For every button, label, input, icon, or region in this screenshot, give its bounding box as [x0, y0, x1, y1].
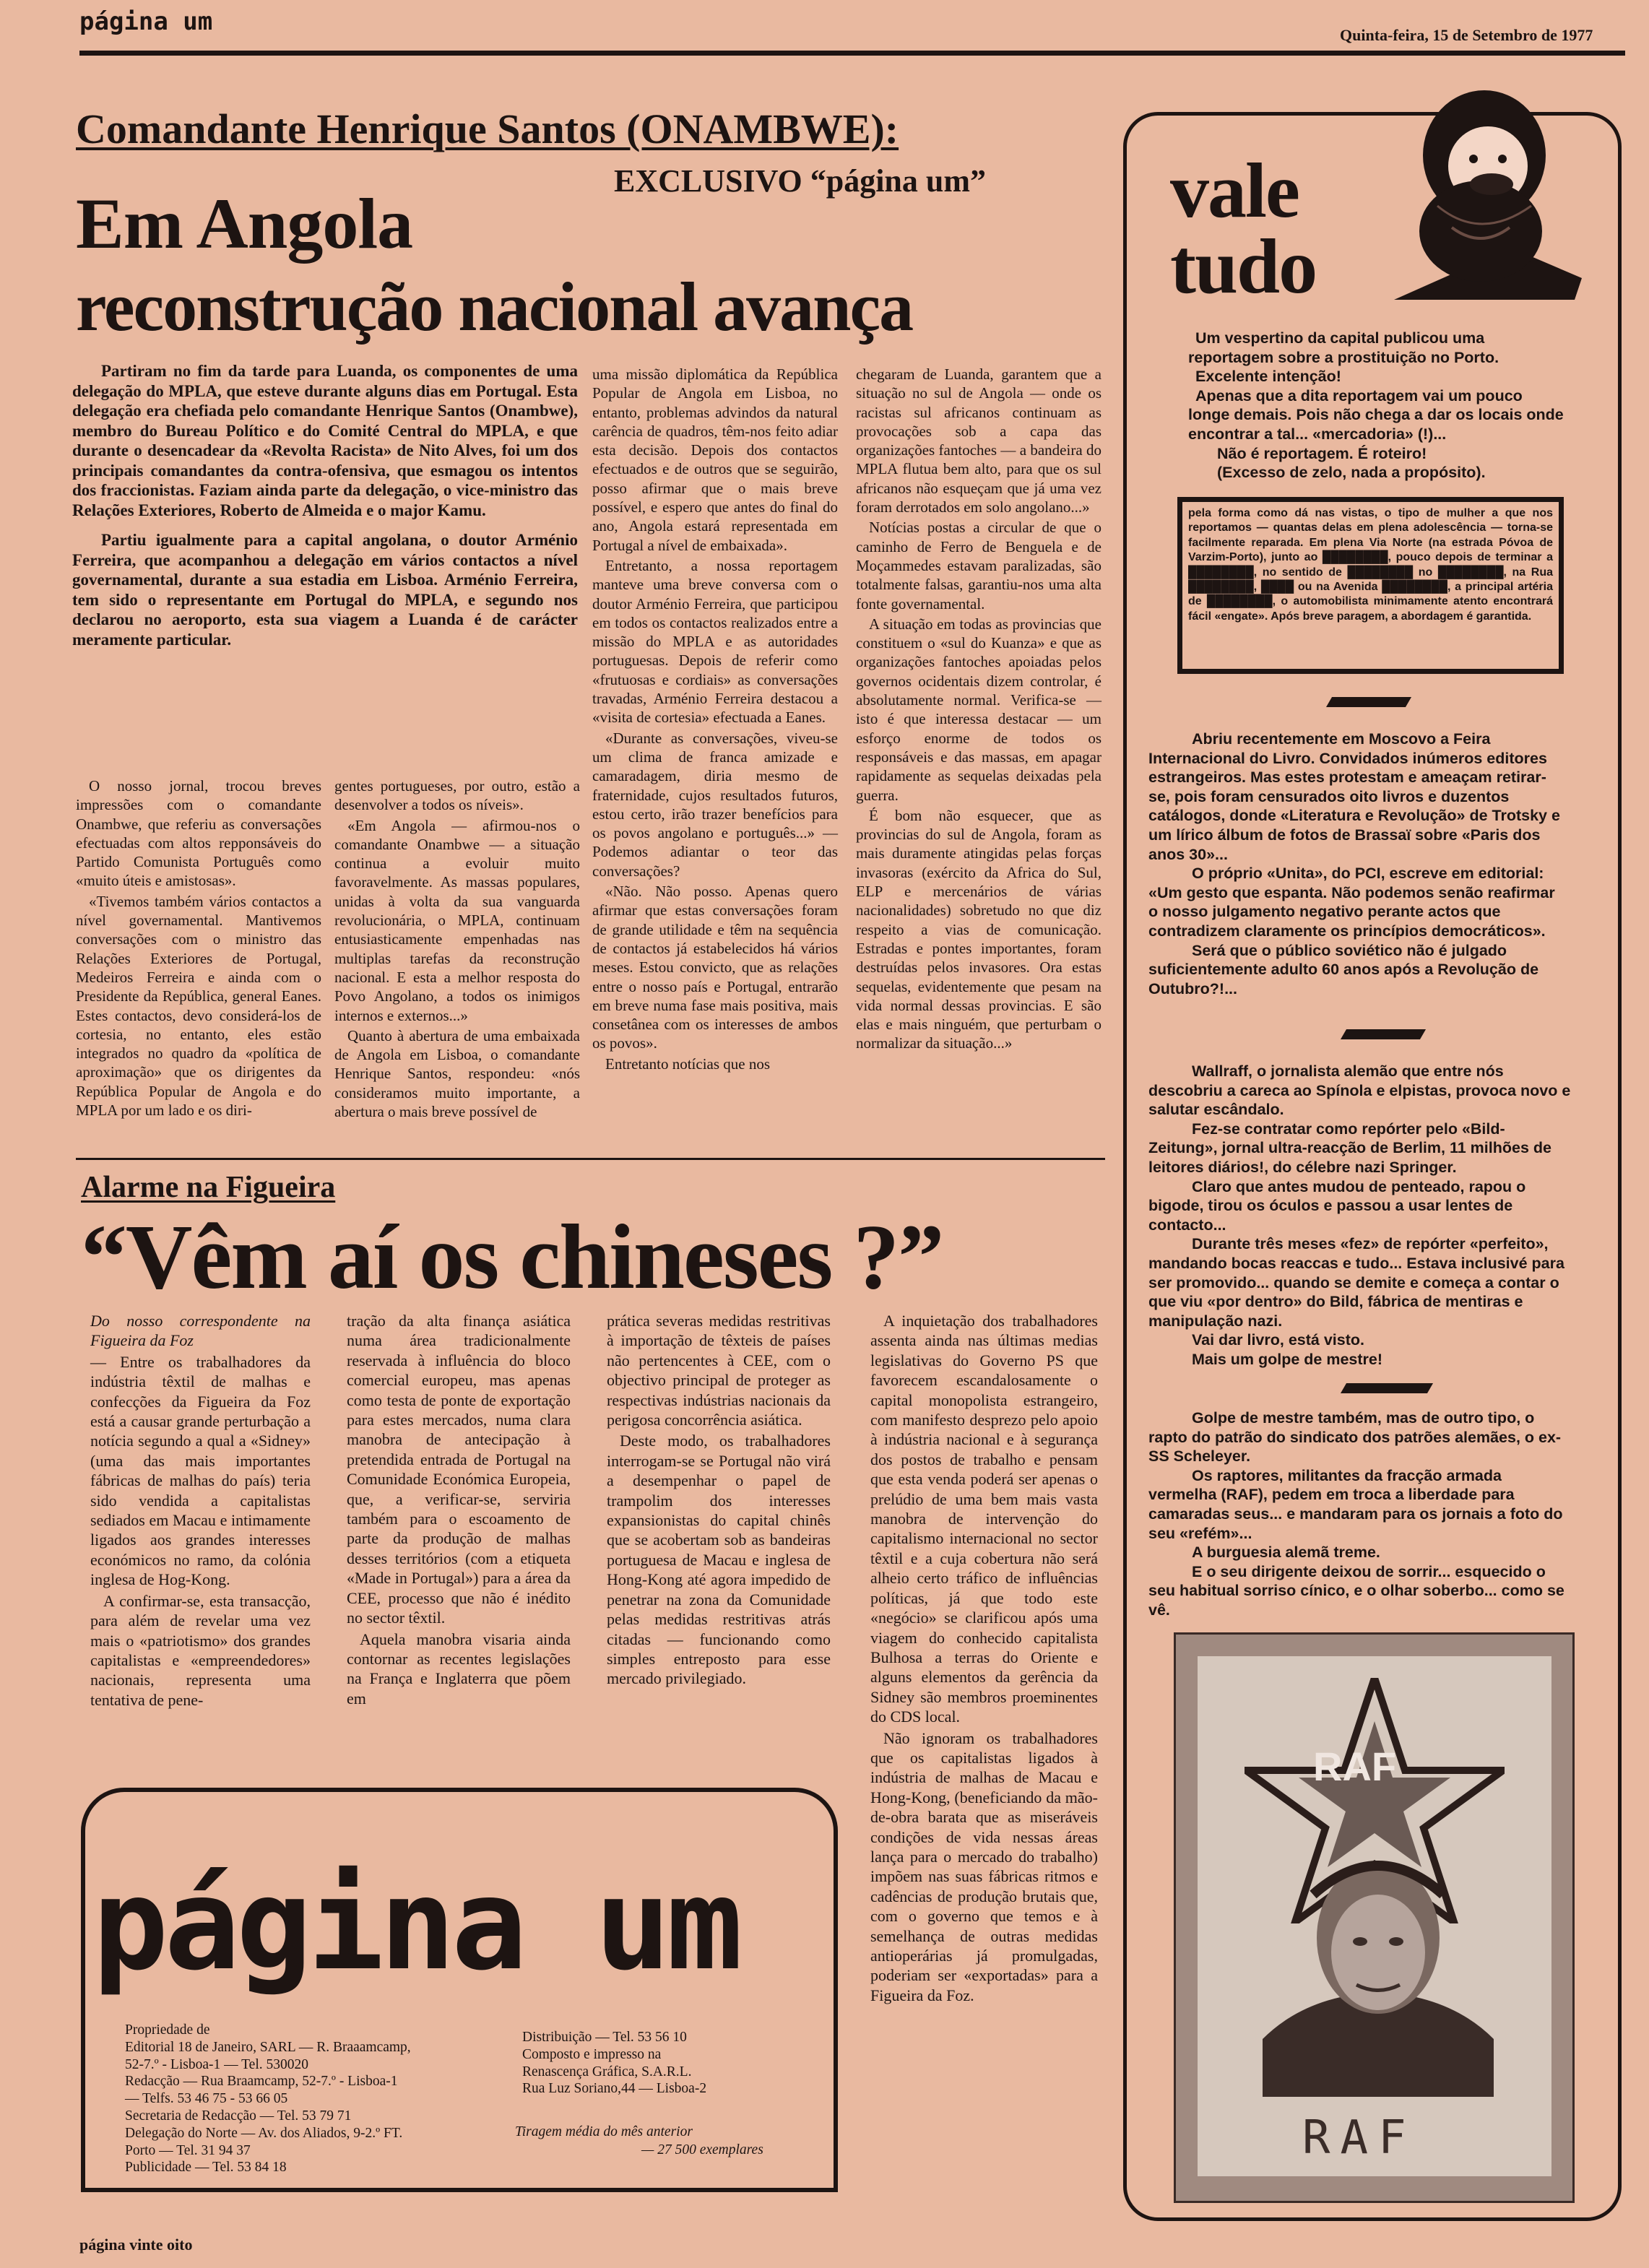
second-headline: “Vêm aí os chineses ?”: [81, 1206, 943, 1308]
paragraph: Quanto à abertura de uma embaixada de Angola em Lisboa, o comandante Henrique Santos, respondeu: «nós consideramos muito importante, a abertura o mais breve possível de: [334, 1026, 580, 1121]
info-line: Propriedade de: [125, 2022, 210, 2038]
paragraph: — Entre os trabalhadores da indústria têxtil de malhas e confecções da Figueira da Foz está a causar grande perturbação a notícia segundo a qual a «Sidney» (uma das mais importantes fábricas de malhas do país) teria sido vendida a capitalistas sediados em Macau e intimamente ligados aos grandes interesses económicos no ramo, da colónia inglesa de Hog-Kong.: [90, 1352, 311, 1589]
sidebar-paragraph: Golpe de mestre também, mas de outro tipo, o rapto do patrão do sindicato dos patrões alemães, o ex-SS Scheleyer.: [1148, 1409, 1562, 1466]
sidebar-paragraph: Será que o público soviético não é julgado suficientemente adulto 60 anos após a Revolução de Outubro?!...: [1148, 941, 1539, 997]
masthead-logo: página um: [92, 1852, 739, 1999]
lead-text: [72, 361, 578, 659]
info-line: 52-7.º - Lisboa-1 — Tel. 530020: [125, 2056, 308, 2072]
info-line: Rua Luz Soriano,44 — Lisboa-2: [522, 2081, 707, 2097]
main-body-col1: [76, 776, 321, 1121]
sidebar-paragraph: Claro que antes mudou de penteado, rapou o bigode, tirou os óculos e passou a usar lentes de contacto...: [1148, 1177, 1526, 1234]
paragraph: A situação em todas as provincias que constituem o «sul do Kuanza» e que as organizações fantoches apoiadas pelos governos ocidentais dizem controlar, é absolutamente normal. Verifica-se — isto é que interessa destacar — um esforço enorme de todos os responsáveis e das massas, em apagar rapidamente as sequelas deixadas pela guerra.: [856, 615, 1102, 804]
separator-dash: [1341, 1383, 1433, 1393]
info-line: — Telfs. 53 46 75 - 53 66 05: [125, 2091, 288, 2107]
sidebar-item3: [1148, 1062, 1571, 1369]
exclusive-tag: EXCLUSIVO “página um”: [614, 163, 987, 199]
second-col4: [870, 1311, 1098, 2007]
paragraph: Não ignoram os trabalhadores que os capitalistas ligados à indústria de malhas de Macau e Hong-Kong, (beneficiando da mão-de-obra barata que as miseráveis condições de vida nessas áreas lança para o mercado do trabalho) impõem nas suas fábricas ritmos e cadências de produção brutais que, com o governo que temos e à semelhança de outras medidas antioperárias já promulgadas, poderiam ser «exportadas» para a Figueira da Foz.: [870, 1728, 1098, 2004]
info-line: Delegação do Norte — Av. dos Aliados, 9-2.º FT.: [125, 2125, 403, 2141]
separator-dash: [1341, 1029, 1426, 1039]
paragraph: «Tivemos também vários contactos a nível governamental. Mantivemos conversações com o ministro das Relações Exteriores de Portugal, Medeiros Ferreira e ainda com o Presidente da República, general Eanes. Estes contactos, devo considerá-los de cortesia, no entanto, eles estão integrados no quadro da «política de aproximação» que os dirigentes da República Popular de Angola e do MPLA por um lado e os diri-: [76, 892, 321, 1120]
info-line: Distribuição — Tel. 53 56 10: [522, 2030, 687, 2045]
info-line: Porto — Tel. 31 94 37: [125, 2142, 251, 2158]
byline: Do nosso correspondente na Figueira da Foz: [90, 1312, 311, 1350]
raf-placard-text: RAF: [1302, 2111, 1416, 2165]
info-line: Editorial 18 de Janeiro, SARL — R. Braaamcamp,: [125, 2039, 411, 2055]
quote-text: pela forma como dá nas vistas, o tipo de mulher a que nos reportamos — quantas delas em plena adolescência — torna-se facilmente reparada. Em plena Via Norte (na estrada Póvoa de Varzim-Porto), junto ao ████████, pouco depois de terminar a ████████, no sentido de ████████ no ████████, na Rua ████████, ████ ou na Avenida ████████, a principal artéria de ████████, o automobilista minimamente atento encontrará fácil «engate». Após breve paragem, a abordagem é garantida.: [1188, 507, 1553, 623]
paragraph: uma missão diplomática da República Popular de Angola em Lisboa, no entanto, problemas advindos da natural carência de quadros, têm-nos feito adiar esta decisão. Depois dos contactos efectuados e de outros que se seguirão, posso afirmar que o mais breve possível, e espero que antes do final do ano, Angola estará representada em Portugal a nível de embaixada».: [592, 365, 838, 554]
sidebar-paragraph: Um vespertino da capital publicou uma reportagem sobre a prostituição no Porto.: [1188, 329, 1499, 366]
paragraph: Aquela manobra visaria ainda contornar as recentes legislações na França e Inglaterra que põem em: [347, 1629, 571, 1708]
lead-paragraph: Partiu igualmente para a capital angolana, o doutor Arménio Ferreira, que acompanhou a delegação em vários contactos a nível governamental, durante a sua estadia em Lisboa. Arménio Ferreira, tem sido o representante em Portugal do MPLA, e segundo nos declarou no aeroporto, esta sua viagem a Luanda é de carácter meramente particular.: [72, 531, 578, 649]
header-rule: [79, 51, 1625, 56]
story-kicker: Comandante Henrique Santos (ONAMBWE):: [76, 105, 899, 152]
headline-line1: Em Angola: [76, 183, 413, 264]
sidebar-paragraph: Durante três meses «fez» de repórter «perfeito», mandando bocas reaccas e tudo... Estava inclusivé para ser promovido... quando se demite e começa a contar o que viu «por dentro» do Bild, fábrica de mentiras e manipulação nazi.: [1148, 1235, 1564, 1330]
sidebar-title-tudo: tudo: [1170, 224, 1317, 310]
info-line: Redacção — Rua Braamcamp, 52-7.º - Lisboa-1: [125, 2074, 398, 2090]
raf-logo-text: RAF: [1313, 1744, 1397, 1789]
sidebar-paragraph: Excelente intenção!: [1195, 368, 1341, 386]
sidebar-quote-box: [1177, 497, 1564, 674]
sidebar-paragraph: Mais um golpe de mestre!: [1192, 1350, 1383, 1368]
page-footer: página vinte oito: [79, 2235, 193, 2254]
info-line: Secretaria de Redacção — Tel. 53 79 71: [125, 2108, 352, 2124]
paragraph: «Durante as conversações, viveu-se um clima de franca amizade e camaradagem, diria mesmo de fraternidade, cujos resultados futuros, estou certo, irão trazer benefícios para os povos angolano e português...» — Podemos adiantar o teor das conversações?: [592, 729, 838, 880]
sidebar-paragraph: Apenas que a dita reportagem vai um pouco longe demais. Pois não chega a dar os locais onde encontrar a tal... «mercadoria» (!)...: [1188, 386, 1564, 443]
sidebar-paragraph: A burguesia alemã treme.: [1192, 1544, 1380, 1562]
sidebar-title-vale: vale: [1170, 148, 1299, 234]
info-line: Publicidade — Tel. 53 84 18: [125, 2160, 287, 2176]
paragraph: tração da alta finança asiática numa área tradicionalmente reservada à influência do bloco comercial europeu, mas apenas como testa de ponte de exportação para estes mercados, numa clara manobra de antecipação à pretendida entrada de Portugal na Comunidade Económica Europeia, que, a verificar-se, serviria também para o escoamento de parte da produção de malhas desses territórios (com a etiqueta «Made in Portugal») para a área da CEE, processo que não é inédito no sector têxtil.: [347, 1312, 571, 1627]
paragraph: É bom não esquecer, que as provincias do sul de Angola, foram as mais duramente atingidas pelas forças invasoras (exército da Africa do Sul, ELP e mercenários de várias nacionalidades) sobretudo no que diz respeito a vias de comunicação. Estradas e pontes importantes, foram destruídas pelos invasores. Ora estas sequelas, evidentemente que pesam na vida normal dessas provincias. E são elas e mais ninguém, que perturbam o normalizar da situação...»: [856, 806, 1102, 1052]
separator-dash: [1326, 697, 1411, 707]
headline-line2: reconstrução nacional avança: [76, 268, 913, 345]
masthead-box: [81, 1788, 838, 2192]
lead-paragraph: Partiram no fim da tarde para Luanda, os componentes de uma delegação do MPLA, que esteve durante alguns dias em Portugal. Esta delegação era chefiada pelo comandante Henrique Santos (Onambwe), membro do Bureau Político e do Comité Central do MPLA, e que durante o desencadear da «Revolta Racista» de Nito Alves, foi um dos principais comandantes da contra-ofensiva, que esmagou os intentos dos fraccionistas. Faziam ainda parte da delegação, o vice-ministro das Relações Exteriores, Roberto de Almeida e o major Kamu.: [72, 362, 578, 519]
paragraph: Entretanto notícias que nos: [605, 1055, 771, 1073]
paragraph: A confirmar-se, esta transacção, para além de revelar uma vez mais o «patriotismo» dos grandes capitalistas e «empreendedores» nacionais, representa uma tentativa de pene-: [90, 1591, 311, 1709]
paragraph: chegaram de Luanda, garantem que a situação no sul de Angola — onde os racistas sul africanos continuam as provocações sob a capa das organizações fantoches — a bandeira do MPLA flutua bem alto, para que os sul africanos não esqueçam que já uma vez foram derrotados em solo angolano...»: [856, 365, 1102, 516]
paragraph: Notícias postas a circular de que o caminho de Ferro de Benguela e de Moçammedes estavam paralizadas, são totalmente falsas, garantiu-nos uma alta fonte governamental.: [856, 519, 1102, 613]
sidebar-item4: [1148, 1408, 1571, 1620]
sidebar-item2: [1148, 730, 1567, 998]
main-body-col4: [856, 365, 1102, 1055]
info-line: Composto e impresso na: [522, 2046, 662, 2062]
second-kicker: Alarme na Figueira: [81, 1171, 336, 1204]
marx-portrait-icon: [1365, 83, 1582, 300]
sidebar-paragraph: Vai dar livro, está visto.: [1192, 1331, 1364, 1349]
sidebar-paragraph: Abriu recentemente em Moscovo a Feira Internacional do Livro. Convidados inúmeros editores estrangeiros. Mas estes protestam e ameaçam retirar-se, pois foram censurados oito livros e duzentos catálogos, donde «Literatura e Revolução» de Trotsky e um lírico álbum de fotos de Brassaï sobre «Paris dos anos 30»...: [1148, 730, 1560, 863]
paragraph: Deste modo, os trabalhadores interrogam-se se Portugal não virá a desempenhar o papel de trampolim dos interesses expansionistas do capital chinês que se acobertam sob as bandeiras portuguesa de Macau e inglesa de Hong-Kong até agora impedido de penetrar na zona da Comunidade pelas medidas restritivas atrás citadas — funcionando como simples entreposto para esse mercado privilegiado.: [607, 1432, 831, 1688]
masthead-info-left: [125, 2022, 529, 2176]
masthead-info-right: [522, 2029, 826, 2098]
sidebar-paragraph: O próprio «Unita», do PCI, escreve em editorial: «Um gesto que espanta. Não podemos senão reafirmar o nosso julgamento negativo perante actos que contradizem claramente os princípios democráticos».: [1148, 865, 1555, 940]
sidebar-paragraph: E o seu dirigente deixou de sorrir... esquecido o seu habitual sorriso cínico, e o olhar soberbo... como se vê.: [1148, 1562, 1564, 1619]
hostage-figure: [1263, 1851, 1494, 2097]
sidebar-item1: [1188, 329, 1567, 482]
sidebar-paragraph: Fez-se contratar como repórter pelo «Bild-Zeitung», jornal ultra-reacção de Berlim, 11 milhões de leitores diários!, do célebre nazi Springer.: [1148, 1120, 1551, 1176]
section-name: página um: [79, 7, 213, 36]
raf-hostage-photo: [1174, 1632, 1575, 2203]
paragraph: prática severas medidas restritivas à importação de têxteis de países não pertencentes à CEE, com o objectivo principal de proteger as respectivas indústrias nacionais da perigosa concorrência asiática.: [607, 1312, 831, 1429]
paragraph: A inquietação dos trabalhadores assenta ainda nas últimas medias legislativas do Governo PS que favorecem escandalosamente o capital monopolista estrangeiro, com manifesto desprezo pelo apoio à indústria nacional e à segurança dos postos de trabalho e pensam que esta venda poderá ser apenas o prelúdio de uma bem mais vasta manobra de intervenção do capitalismo internacional no sector têxtil e a cuja cobertura não será alheio certo tráfico de influências políticas, já que todo este «negócio» se clarificou após uma viagem do conhecido capitalista Bulhosa a terras do Oriente e alguns elementos da gerência da Sidney são membros proeminentes do CDS local.: [870, 1312, 1098, 1726]
sidebar-paragraph: Não é reportagem. É roteiro!: [1217, 444, 1427, 462]
sidebar-paragraph: Wallraff, o jornalista alemão que entre nós descobriu a careca ao Spínola e elpistas, provoca novo e salutar escândalo.: [1148, 1062, 1571, 1119]
tiragem-label: Tiragem média do mês anterior: [515, 2124, 693, 2139]
second-col3: [607, 1311, 831, 1690]
issue-date: Quinta-feira, 15 de Setembro de 1977: [1340, 26, 1593, 44]
paragraph: «Não. Não posso. Apenas quero afirmar que estas conversações foram de grande utilidade e têm na sequência de contactos já estabelecidos há vários meses. Estou convicto, que as relações entre o nosso país e Portugal, entrarão em breve numa fase mais positiva, mais consetânea com os interesses de ambos os povos».: [592, 883, 838, 1052]
second-col2: [347, 1311, 571, 1710]
main-body-col2: [334, 776, 580, 1122]
sidebar-paragraph: (Excesso de zelo, nada a propósito).: [1217, 464, 1486, 482]
second-col1: [90, 1311, 311, 1711]
paragraph: Entretanto, a nossa reportagem manteve uma breve conversa com o doutor Arménio Ferreira, que participou em todos os contactos realizados entre a missão do MPLA e as autoridades portuguesas. Depois de referir como «frutuosas e cordiais» as conversações travadas, Arménio Ferreira destacou a «visita de cortesia» efectuada a Eanes.: [592, 556, 838, 727]
paragraph: O nosso jornal, trocou breves impressões com o comandante Onambwe, que referiu as conversações efectuadas com altos repponsáveis do Partido Comunista Português como «muito úteis e amistosas».: [76, 777, 321, 890]
info-line: Renascença Gráfica, S.A.R.L.: [522, 2064, 692, 2079]
story-divider: [76, 1158, 1105, 1160]
paragraph: gentes portugueses, por outro, estão a desenvolver a todos os níveis».: [334, 777, 580, 814]
main-body-col3: [592, 365, 838, 1075]
sidebar-paragraph: Os raptores, militantes da fracção armada vermelha (RAF), pedem em troca a liberdade para camaradas seus... e mandaram para os jornais a foto do seu «refém»...: [1148, 1466, 1563, 1542]
paragraph: «Em Angola — afirmou-nos o comandante Onambwe — a situação continua a evoluir muito favoravelmente. As massas populares, unidas à volta da sua vanguarda revolucionária, o MPLA, continuam entusiasticamente empenhadas nas multiplas tarefas da reconstrução nacional. E esta a melhor resposta do Povo Angolano, a todos os inimigos internos e externos...»: [334, 816, 580, 1024]
tiragem-value: — 27 500 exemplares: [641, 2142, 763, 2157]
